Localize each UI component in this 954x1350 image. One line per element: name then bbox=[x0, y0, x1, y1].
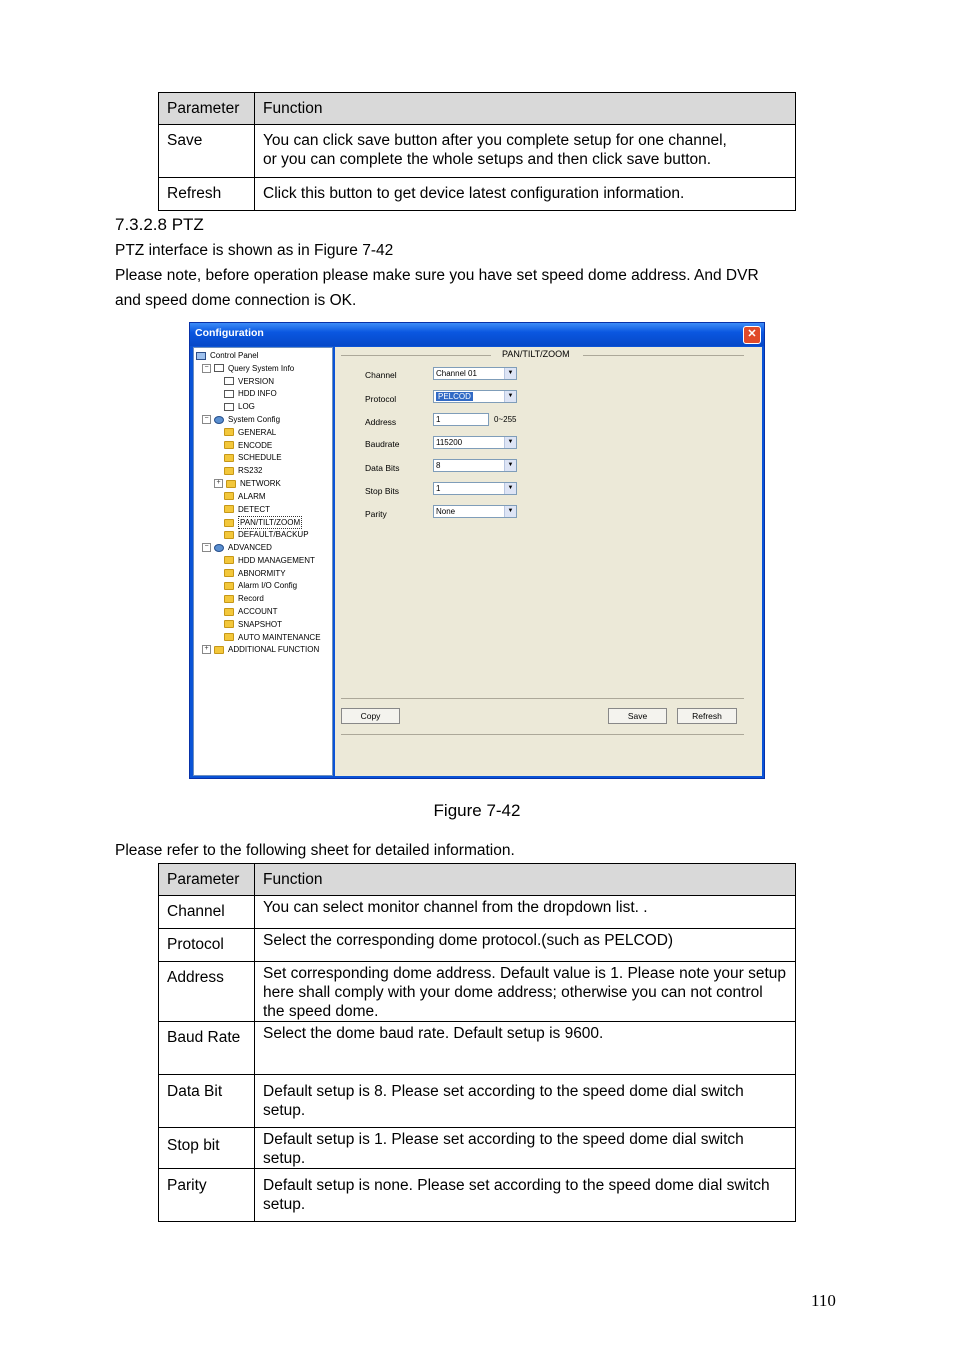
table-cell-function: Default setup is none. Please set according to the speed dome dial switch setup. bbox=[255, 1169, 796, 1222]
table-header-function: Function bbox=[255, 864, 796, 896]
channel-value: Channel 01 bbox=[436, 369, 477, 378]
window-titlebar bbox=[190, 323, 764, 346]
tree-item-label: LOG bbox=[238, 402, 255, 412]
function-line: or you can complete the whole setups and then click save button. bbox=[263, 151, 712, 168]
close-icon[interactable]: ✕ bbox=[743, 326, 761, 344]
panel-title: PAN/TILT/ZOOM bbox=[502, 349, 570, 359]
table-cell-function: Set corresponding dome address. Default value is 1. Please note your setup here shall comply with your dome address; otherwise you can not control the speed dome. bbox=[255, 962, 796, 1022]
tree-item[interactable] bbox=[196, 350, 258, 361]
save-refresh-table bbox=[158, 92, 796, 211]
address-value: 1 bbox=[436, 415, 441, 424]
folder-icon bbox=[224, 467, 234, 475]
folder-icon bbox=[224, 595, 234, 603]
baudrate-label: Baudrate bbox=[365, 439, 400, 449]
table-cell-function: Select the dome baud rate. Default setup is 9600. bbox=[255, 1022, 796, 1075]
table-cell-function: Default setup is 8. Please set according to the speed dome dial switch setup. bbox=[255, 1075, 796, 1128]
section-heading: 7.3.2.8 PTZ bbox=[115, 215, 204, 234]
tree-item-label: PAN/TILT/ZOOM bbox=[240, 518, 301, 528]
window-title: Configuration bbox=[195, 327, 264, 339]
monitor-icon bbox=[196, 352, 206, 360]
tree-item[interactable] bbox=[224, 465, 262, 476]
tree-item[interactable] bbox=[224, 593, 264, 604]
tree-item-label: DETECT bbox=[238, 504, 270, 514]
protocol-label: Protocol bbox=[365, 394, 397, 404]
folder-icon bbox=[224, 556, 234, 564]
tree-item[interactable] bbox=[224, 529, 309, 540]
tree-expander-icon[interactable]: + bbox=[214, 479, 223, 488]
tree-item-label: ADVANCED bbox=[228, 543, 272, 552]
table-cell-param: Refresh bbox=[159, 178, 255, 211]
tree-item[interactable] bbox=[224, 516, 302, 529]
tree-item[interactable] bbox=[202, 542, 272, 553]
refer-text: Please refer to the following sheet for detailed information. bbox=[115, 842, 515, 859]
tree-item-label: ADDITIONAL FUNCTION bbox=[228, 645, 320, 655]
tree-item-label: AUTO MAINTENANCE bbox=[238, 632, 321, 642]
tree-item[interactable] bbox=[224, 632, 321, 643]
parity-select[interactable] bbox=[433, 505, 517, 518]
doc-icon bbox=[224, 390, 234, 398]
tree-item-label: Alarm I/O Config bbox=[238, 581, 298, 591]
tree-item-label: ABNORMITY bbox=[238, 568, 286, 578]
divider bbox=[341, 698, 744, 699]
tree-item-label: Query System Info bbox=[228, 363, 295, 373]
tree-item-label: GENERAL bbox=[238, 427, 277, 437]
figure-caption: Figure 7-42 bbox=[433, 801, 521, 820]
table-cell-param: Baud Rate bbox=[159, 1022, 255, 1075]
tree-item[interactable] bbox=[224, 401, 255, 412]
refresh-button[interactable]: Refresh bbox=[677, 708, 737, 724]
page-number: 110 bbox=[811, 1291, 836, 1310]
databits-select[interactable] bbox=[433, 459, 517, 472]
tree-item-label: Record bbox=[238, 594, 264, 604]
chevron-down-icon: ▼ bbox=[504, 437, 516, 448]
protocol-select[interactable] bbox=[433, 390, 517, 403]
chevron-down-icon: ▼ bbox=[504, 391, 516, 402]
chevron-down-icon: ▼ bbox=[504, 460, 516, 471]
address-input[interactable] bbox=[433, 413, 489, 426]
folder-icon bbox=[224, 582, 234, 590]
tree-item-label: Control Panel bbox=[210, 351, 259, 360]
note-line-2: and speed dome connection is OK. bbox=[115, 292, 357, 309]
folder-icon bbox=[224, 454, 234, 462]
folder-icon bbox=[224, 519, 234, 527]
intro-text: PTZ interface is shown as in Figure 7-42 bbox=[115, 242, 394, 259]
doc-icon bbox=[214, 364, 224, 372]
tree-item[interactable] bbox=[224, 388, 277, 399]
folder-icon bbox=[224, 608, 234, 616]
doc-icon bbox=[224, 377, 234, 385]
function-line: You can click save button after you complete setup for one channel, bbox=[263, 132, 727, 149]
tree-item-label: HDD INFO bbox=[238, 389, 277, 399]
table-header-parameter: Parameter bbox=[159, 93, 255, 125]
tree-item-label: VERSION bbox=[238, 376, 275, 386]
table-cell-param: Channel bbox=[159, 896, 255, 929]
configuration-window bbox=[189, 322, 765, 779]
parity-label: Parity bbox=[365, 509, 387, 519]
chevron-down-icon: ▼ bbox=[504, 483, 516, 494]
folder-icon bbox=[224, 441, 234, 449]
tree-item[interactable] bbox=[214, 478, 281, 489]
divider bbox=[341, 355, 491, 356]
table-cell-function: Select the corresponding dome protocol.(such as PELCOD) bbox=[255, 929, 796, 962]
tree-item-label: System Config bbox=[228, 415, 281, 424]
tree-item-label: SNAPSHOT bbox=[238, 619, 283, 629]
channel-select[interactable] bbox=[433, 367, 517, 380]
divider bbox=[341, 734, 744, 735]
tree-item[interactable] bbox=[224, 606, 278, 617]
ptz-panel bbox=[335, 347, 762, 776]
tree-item-label: SCHEDULE bbox=[238, 453, 282, 463]
tree-item[interactable] bbox=[224, 440, 272, 451]
copy-button[interactable]: Copy bbox=[341, 708, 400, 724]
tree-expander-icon[interactable]: − bbox=[202, 364, 211, 373]
tree-expander-icon[interactable]: − bbox=[202, 415, 211, 424]
folder-icon bbox=[224, 531, 234, 539]
tree-item-label: ACCOUNT bbox=[238, 607, 278, 616]
folder-icon bbox=[214, 646, 224, 654]
address-label: Address bbox=[365, 417, 397, 427]
tree-expander-icon[interactable]: − bbox=[202, 543, 211, 552]
note-line-1: Please note, before operation please make sure you have set speed dome address. And DVR bbox=[115, 267, 759, 284]
chevron-down-icon: ▼ bbox=[504, 368, 516, 379]
table-cell-function bbox=[255, 125, 796, 178]
tree-item-label: DEFAULT/BACKUP bbox=[238, 530, 309, 540]
tree-item[interactable] bbox=[224, 452, 282, 463]
table-cell-function: Click this button to get device latest configuration information. bbox=[255, 178, 796, 211]
tree-item[interactable] bbox=[202, 414, 280, 425]
tree-item[interactable] bbox=[224, 427, 276, 438]
table-header-function: Function bbox=[255, 93, 796, 125]
config-tree bbox=[193, 347, 333, 776]
folder-icon bbox=[224, 492, 234, 500]
folder-icon bbox=[224, 620, 234, 628]
tree-item[interactable] bbox=[224, 619, 282, 630]
gear-icon bbox=[214, 544, 224, 552]
gear-icon bbox=[214, 416, 224, 424]
stopbits-label: Stop Bits bbox=[365, 486, 400, 496]
table-cell-param: Address bbox=[159, 962, 255, 1022]
databits-value: 8 bbox=[436, 461, 441, 470]
table-cell-param: Parity bbox=[159, 1169, 255, 1222]
folder-icon bbox=[224, 633, 234, 641]
table-cell-function: You can select monitor channel from the dropdown list. . bbox=[255, 896, 796, 929]
tree-item[interactable] bbox=[224, 555, 315, 566]
table-cell-function: Default setup is 1. Please set according to the speed dome dial switch setup. bbox=[255, 1128, 796, 1169]
table-cell-param: Stop bit bbox=[159, 1128, 255, 1169]
divider bbox=[583, 355, 744, 356]
tree-expander-icon[interactable]: + bbox=[202, 645, 211, 654]
tree-item[interactable] bbox=[224, 504, 270, 515]
folder-icon bbox=[226, 480, 236, 488]
save-button[interactable]: Save bbox=[608, 708, 667, 724]
table-cell-param: Save bbox=[159, 125, 255, 178]
address-range: 0~255 bbox=[494, 415, 517, 424]
protocol-value: PELCOD bbox=[438, 392, 471, 401]
tree-item[interactable] bbox=[224, 376, 274, 387]
tree-item-label: NETWORK bbox=[240, 479, 281, 488]
tree-item-label: RS232 bbox=[238, 466, 263, 476]
tree-item[interactable] bbox=[202, 363, 294, 374]
table-cell-param: Protocol bbox=[159, 929, 255, 962]
tree-item[interactable] bbox=[224, 491, 266, 502]
tree-item-label: ENCODE bbox=[238, 440, 273, 450]
folder-icon bbox=[224, 569, 234, 577]
tree-item-label: HDD MANAGEMENT bbox=[238, 555, 315, 565]
ptz-parameter-table bbox=[158, 863, 796, 1222]
table-header-parameter: Parameter bbox=[159, 864, 255, 896]
table-cell-param: Data Bit bbox=[159, 1075, 255, 1128]
stopbits-select[interactable] bbox=[433, 482, 517, 495]
tree-item[interactable] bbox=[224, 568, 286, 579]
tree-item[interactable] bbox=[202, 644, 319, 655]
baudrate-select[interactable] bbox=[433, 436, 517, 449]
folder-icon bbox=[224, 428, 234, 436]
channel-label: Channel bbox=[365, 370, 397, 380]
stopbits-value: 1 bbox=[436, 484, 441, 493]
tree-item-label: ALARM bbox=[238, 491, 266, 501]
parity-value: None bbox=[436, 507, 456, 516]
baudrate-value: 115200 bbox=[436, 438, 463, 447]
tree-item[interactable] bbox=[224, 580, 297, 591]
chevron-down-icon: ▼ bbox=[504, 506, 516, 517]
databits-label: Data Bits bbox=[365, 463, 400, 473]
doc-icon bbox=[224, 403, 234, 411]
folder-icon bbox=[224, 505, 234, 513]
